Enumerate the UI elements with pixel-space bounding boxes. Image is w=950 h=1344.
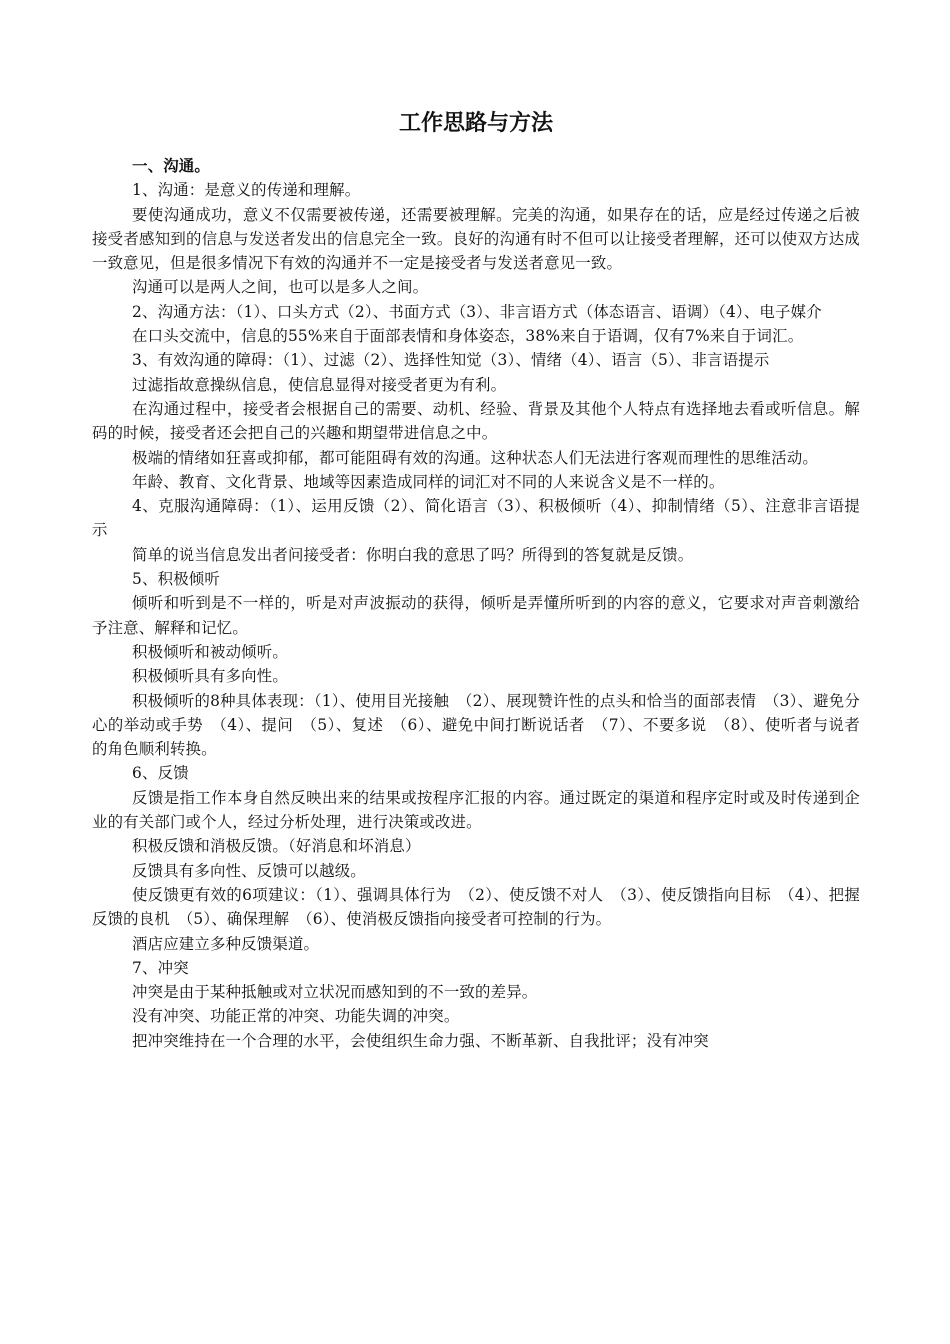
paragraph: 没有冲突、功能正常的冲突、功能失调的冲突。 — [132, 1007, 460, 1026]
paragraph: 1、沟通：是意义的传递和理解。 — [132, 181, 361, 200]
paragraph: 简单的说当信息发出者问接受者：你明白我的意思了吗？所得到的答复就是反馈。 — [132, 545, 694, 564]
paragraph: 使反馈更有效的6项建议：（1）、强调具体行为 （2）、使反馈不对人 （3）、使反馈指向目标 （4）、把握反馈的良机 （5）、确保理解 （6）、使消极反馈指向接受者可控制的行为。 — [92, 885, 860, 929]
paragraph: 4、克服沟通障碍：（1）、运用反馈（2）、简化语言（3）、积极倾听（4）、抑制情绪（5）、注意非言语提示 — [92, 497, 860, 540]
paragraph: 7、冲突 — [132, 958, 189, 977]
paragraph: 积极倾听和被动倾听。 — [132, 642, 288, 661]
paragraph: 沟通可以是两人之间，也可以是多人之间。 — [132, 278, 429, 297]
document-body — [92, 154, 860, 1053]
paragraph: 要使沟通成功，意义不仅需要被传递，还需要被理解。完美的沟通，如果存在的话，应是经过传递之后被接受者感知到的信息与发送者发出的信息完全一致。良好的沟通有时不但可以让接受者理解，还可以使双方达成一致意见，但是很多情况下有效的沟通并不一定是接受者与发送者意见一致。 — [92, 205, 860, 273]
section-heading-communication: 一、沟通。 — [132, 157, 210, 175]
document-page — [92, 108, 860, 1053]
paragraph: 过滤指故意操纵信息，使信息显得对接受者更为有利。 — [132, 375, 507, 394]
paragraph: 极端的情绪如狂喜或抑郁，都可能阻碍有效的沟通。这种状态人们无法进行客观而理性的思维活动。 — [132, 448, 819, 467]
paragraph: 把冲突维持在一个合理的水平，会使组织生命力强、不断革新、自我批评；没有冲突 — [132, 1031, 709, 1050]
document-title: 工作思路与方法 — [398, 110, 553, 136]
paragraph: 酒店应建立多种反馈渠道。 — [132, 934, 320, 953]
paragraph: 冲突是由于某种抵触或对立状况而感知到的不一致的差异。 — [132, 983, 538, 1002]
paragraph: 在沟通过程中，接受者会根据自己的需要、动机、经验、背景及其他个人特点有选择地去看或听信息。解码的时候，接受者还会把自己的兴趣和期望带进信息之中。 — [92, 399, 860, 443]
paragraph: 6、反馈 — [132, 764, 189, 783]
paragraph: 积极反馈和消极反馈。（好消息和坏消息） — [132, 837, 421, 856]
paragraph: 2、沟通方法：（1）、口头方式（2）、书面方式（3）、非言语方式（体态语言、语调）（4）、电子媒介 — [132, 302, 822, 321]
paragraph: 反馈是指工作本身自然反映出来的结果或按程序汇报的内容。通过既定的渠道和程序定时或及时传递到企业的有关部门或个人，经过分析处理，进行决策或改进。 — [92, 788, 860, 832]
paragraph: 倾听和听到是不一样的，听是对声波振动的获得，倾听是弄懂所听到的内容的意义，它要求对声音刺激给予注意、解释和记忆。 — [92, 594, 860, 637]
paragraph: 5、积极倾听 — [132, 570, 220, 589]
paragraph: 积极倾听具有多向性。 — [132, 667, 288, 686]
paragraph: 3、有效沟通的障碍：（1）、过滤（2）、选择性知觉（3）、情绪（4）、语言（5）、非言语提示 — [132, 351, 770, 370]
paragraph: 反馈具有多向性、反馈可以越级。 — [132, 861, 366, 880]
paragraph: 年龄、教育、文化背景、地域等因素造成同样的词汇对不同的人来说含义是不一样的。 — [132, 472, 725, 491]
paragraph: 在口头交流中，信息的55%来自于面部表情和身体姿态，38%来自于语调，仅有7%来自于词汇。 — [132, 327, 804, 346]
paragraph: 积极倾听的8种具体表现：（1）、使用目光接触 （2）、展现赞许性的点头和恰当的面部表情 （3）、避免分心的举动或手势 （4）、提问 （5）、复述 （6）、避免中间打断说话者 （7）、不要多说 （8）、使听者与说者的角色顺利转换。 — [92, 691, 860, 759]
